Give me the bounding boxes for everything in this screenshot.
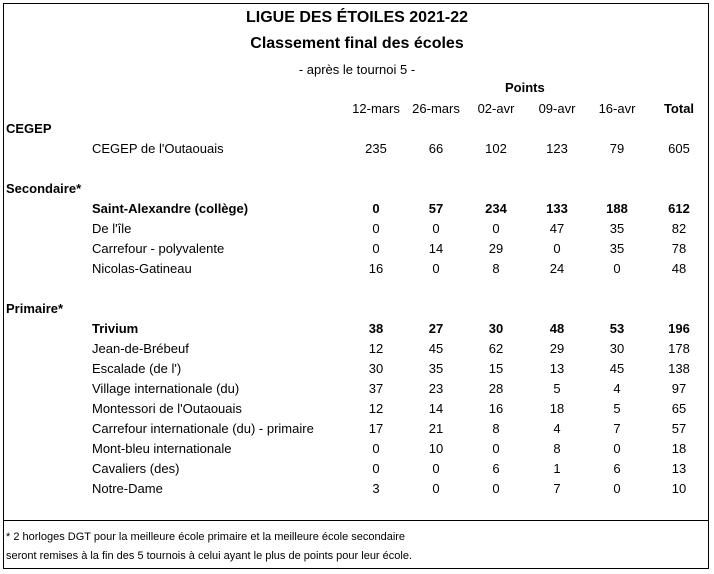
footnote-line-1: * 2 horloges DGT pour la meilleure école primaire et la meilleure école secondaire	[6, 531, 406, 543]
footnote-line-2: seront remises à la fin des 5 tournois à celui ayant le plus de points pour leur école.	[6, 550, 413, 562]
points-cell: 13	[549, 361, 565, 376]
section-heading: Primaire*	[6, 301, 64, 316]
points-cell: 7	[613, 421, 621, 436]
total-cell: 605	[668, 141, 690, 156]
points-cell: 38	[368, 321, 384, 336]
points-cell: 29	[488, 241, 504, 256]
points-cell: 0	[613, 441, 621, 456]
points-cell: 12	[368, 401, 384, 416]
points-cell: 0	[432, 221, 440, 236]
total-cell: 57	[671, 421, 687, 436]
points-cell: 5	[613, 401, 621, 416]
points-cell: 7	[553, 481, 561, 496]
points-cell: 0	[432, 261, 440, 276]
school-name: Nicolas-Gatineau	[92, 261, 192, 276]
points-cell: 0	[372, 441, 380, 456]
points-cell: 0	[613, 481, 621, 496]
total-cell: 97	[671, 381, 687, 396]
school-name: Carrefour internationale (du) - primaire	[92, 421, 314, 436]
school-name: Village internationale (du)	[92, 381, 240, 396]
points-cell: 6	[492, 461, 500, 476]
total-cell: 138	[668, 361, 690, 376]
school-name: Cavaliers (des)	[92, 461, 180, 476]
points-cell: 16	[368, 261, 384, 276]
school-name: De l'île	[92, 221, 132, 236]
points-cell: 8	[492, 261, 500, 276]
points-cell: 62	[488, 341, 504, 356]
points-cell: 30	[609, 341, 625, 356]
total-cell: 18	[671, 441, 687, 456]
points-cell: 10	[428, 441, 444, 456]
points-cell: 0	[372, 201, 380, 216]
total-cell: 10	[671, 481, 687, 496]
points-cell: 234	[485, 201, 507, 216]
points-cell: 30	[488, 321, 504, 336]
points-cell: 48	[549, 321, 565, 336]
points-cell: 12	[368, 341, 384, 356]
points-cell: 57	[428, 201, 444, 216]
column-header: 26-mars	[412, 101, 460, 116]
points-cell: 0	[372, 461, 380, 476]
points-cell: 5	[553, 381, 561, 396]
column-header: 12-mars	[352, 101, 400, 116]
tournament-note: - après le tournoi 5 -	[298, 62, 416, 77]
points-cell: 0	[432, 481, 440, 496]
school-name: Trivium	[92, 321, 139, 336]
points-header: Points	[505, 80, 545, 95]
section-heading: CEGEP	[6, 121, 52, 136]
points-cell: 79	[609, 141, 625, 156]
points-cell: 0	[553, 241, 561, 256]
points-cell: 15	[488, 361, 504, 376]
points-cell: 235	[365, 141, 387, 156]
page-title: LIGUE DES ÉTOILES 2021-22	[245, 9, 468, 26]
points-cell: 3	[372, 481, 380, 496]
points-cell: 45	[609, 361, 625, 376]
column-header: 02-avr	[477, 101, 515, 116]
points-cell: 102	[485, 141, 507, 156]
school-name: Notre-Dame	[92, 481, 163, 496]
school-name: CEGEP de l'Outaouais	[92, 141, 224, 156]
column-header: 16-avr	[598, 101, 636, 116]
points-cell: 8	[553, 441, 561, 456]
points-cell: 35	[609, 221, 625, 236]
points-cell: 21	[428, 421, 444, 436]
points-cell: 14	[428, 241, 444, 256]
page-subtitle: Classement final des écoles	[250, 35, 464, 52]
points-cell: 28	[488, 381, 504, 396]
column-header: 09-avr	[538, 101, 576, 116]
total-cell: 48	[671, 261, 687, 276]
points-cell: 0	[492, 221, 500, 236]
points-cell: 4	[553, 421, 561, 436]
points-cell: 35	[609, 241, 625, 256]
total-cell: 196	[668, 321, 690, 336]
footnote-divider	[3, 520, 709, 521]
points-cell: 66	[428, 141, 444, 156]
points-cell: 53	[609, 321, 625, 336]
points-cell: 30	[368, 361, 384, 376]
total-cell: 612	[668, 201, 690, 216]
school-name: Carrefour - polyvalente	[92, 241, 225, 256]
points-cell: 17	[368, 421, 384, 436]
total-cell: 65	[671, 401, 687, 416]
points-cell: 6	[613, 461, 621, 476]
total-cell: 78	[671, 241, 687, 256]
points-cell: 29	[549, 341, 565, 356]
points-cell: 188	[606, 201, 628, 216]
school-name: Saint-Alexandre (collège)	[92, 201, 249, 216]
points-cell: 0	[613, 261, 621, 276]
points-cell: 18	[549, 401, 565, 416]
school-name: Jean-de-Brébeuf	[92, 341, 189, 356]
school-name: Escalade (de l')	[92, 361, 182, 376]
points-cell: 0	[372, 221, 380, 236]
points-cell: 16	[488, 401, 504, 416]
points-cell: 8	[492, 421, 500, 436]
points-cell: 23	[428, 381, 444, 396]
section-heading: Secondaire*	[6, 181, 82, 196]
points-cell: 24	[549, 261, 565, 276]
points-cell: 133	[546, 201, 568, 216]
points-cell: 27	[428, 321, 444, 336]
points-cell: 0	[492, 481, 500, 496]
points-cell: 45	[428, 341, 444, 356]
points-cell: 4	[613, 381, 621, 396]
column-header: Total	[663, 101, 695, 116]
points-cell: 123	[546, 141, 568, 156]
points-cell: 1	[553, 461, 561, 476]
total-cell: 82	[671, 221, 687, 236]
total-cell: 13	[671, 461, 687, 476]
points-cell: 0	[432, 461, 440, 476]
points-cell: 14	[428, 401, 444, 416]
school-name: Montessori de l'Outaouais	[92, 401, 242, 416]
points-cell: 0	[372, 241, 380, 256]
total-cell: 178	[668, 341, 690, 356]
points-cell: 37	[368, 381, 384, 396]
points-cell: 0	[492, 441, 500, 456]
points-cell: 47	[549, 221, 565, 236]
school-name: Mont-bleu internationale	[92, 441, 232, 456]
points-cell: 35	[428, 361, 444, 376]
